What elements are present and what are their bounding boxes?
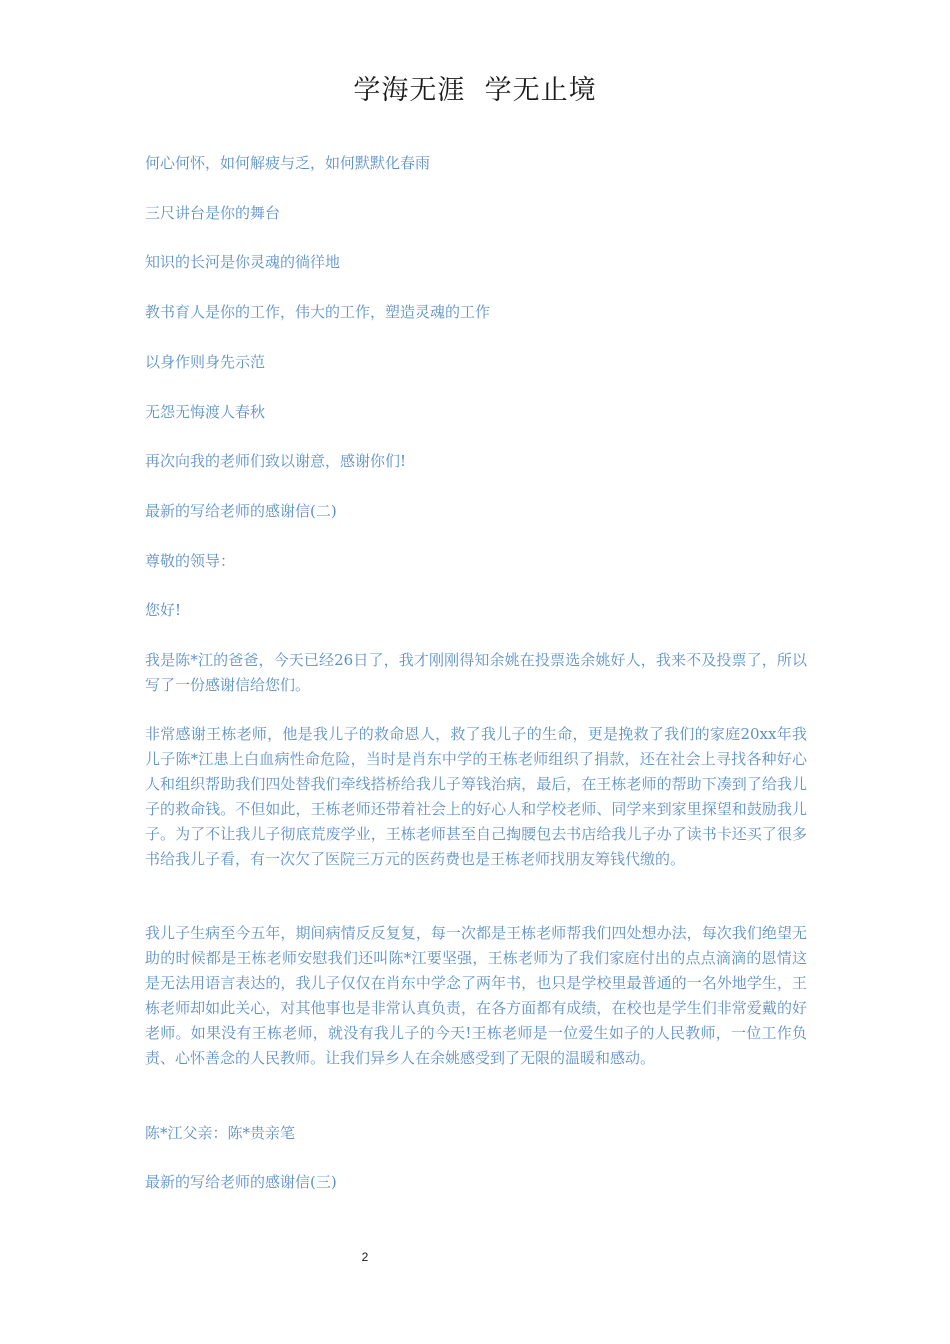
body-line: 知识的长河是你灵魂的徜徉地 [145,253,341,271]
letter-signature: 陈*江父亲：陈*贵亲笔 [145,1124,296,1142]
section-heading: 最新的写给老师的感谢信(二) [145,502,337,520]
letter-paragraph: 我儿子生病至今五年，期间病情反反复复，每一次都是王栋老师帮我们四处想办法，每次我们绝望无助的时候都是王栋老师安慰我们还叫陈*江要坚强，王栋老师为了我们家庭付出的点点滴滴的恩情这是无法用语言表达的，我儿子仅仅在肖东中学念了两年书，也只是学校里最普通的一名外地学生，王栋老师却如此关心，对其他事也是非常认真负责，在各方面都有成绩，在校也是学生们非常爱戴的好老师。如果没有王栋老师，就没有我儿子的今天!王栋老师是一位爱生如子的人民教师，一位工作负责、心怀善念的人民教师。让我们异乡人在余姚感受到了无限的温暖和感动。 [145,924,807,1067]
letter-paragraph: 我是陈*江的爸爸，今天已经26日了，我才刚刚得知余姚在投票选余姚好人，我来不及投票了，所以写了一份感谢信给您们。 [145,651,807,694]
body-line: 再次向我的老师们致以谢意，感谢你们! [145,452,407,470]
letter-greeting: 您好! [145,601,182,619]
body-line: 三尺讲台是你的舞台 [145,204,281,222]
letter-salutation: 尊敬的领导： [145,552,236,570]
page-header-title: 学海无涯 学无止境 [353,75,597,106]
body-line: 教书育人是你的工作，伟大的工作，塑造灵魂的工作 [145,303,491,321]
page-number: 2 [361,1250,369,1264]
body-line: 无怨无悔渡人春秋 [145,403,266,421]
letter-paragraph: 非常感谢王栋老师，他是我儿子的救命恩人，救了我儿子的生命，更是挽救了我们的家庭20xx年我儿子陈*江患上白血病性命危险，当时是肖东中学的王栋老师组织了捐款，还在社会上寻找各种好心人和组织帮助我们四处替我们牵线搭桥给我儿子筹钱治病，最后，在王栋老师的帮助下凑到了给我儿子的救命钱。不但如此，王栋老师还带着社会上的好心人和学校老师、同学来到家里探望和鼓励我儿子。为了不让我儿子彻底荒废学业，王栋老师甚至自己掏腰包去书店给我儿子办了读书卡还买了很多书给我儿子看，有一次欠了医院三万元的医药费也是王栋老师找朋友筹钱代缴的。 [145,725,807,868]
section-heading: 最新的写给老师的感谢信(三) [145,1173,337,1191]
body-line: 以身作则身先示范 [145,353,266,371]
body-line: 何心何怀，如何解疲与乏，如何默默化春雨 [145,154,431,172]
